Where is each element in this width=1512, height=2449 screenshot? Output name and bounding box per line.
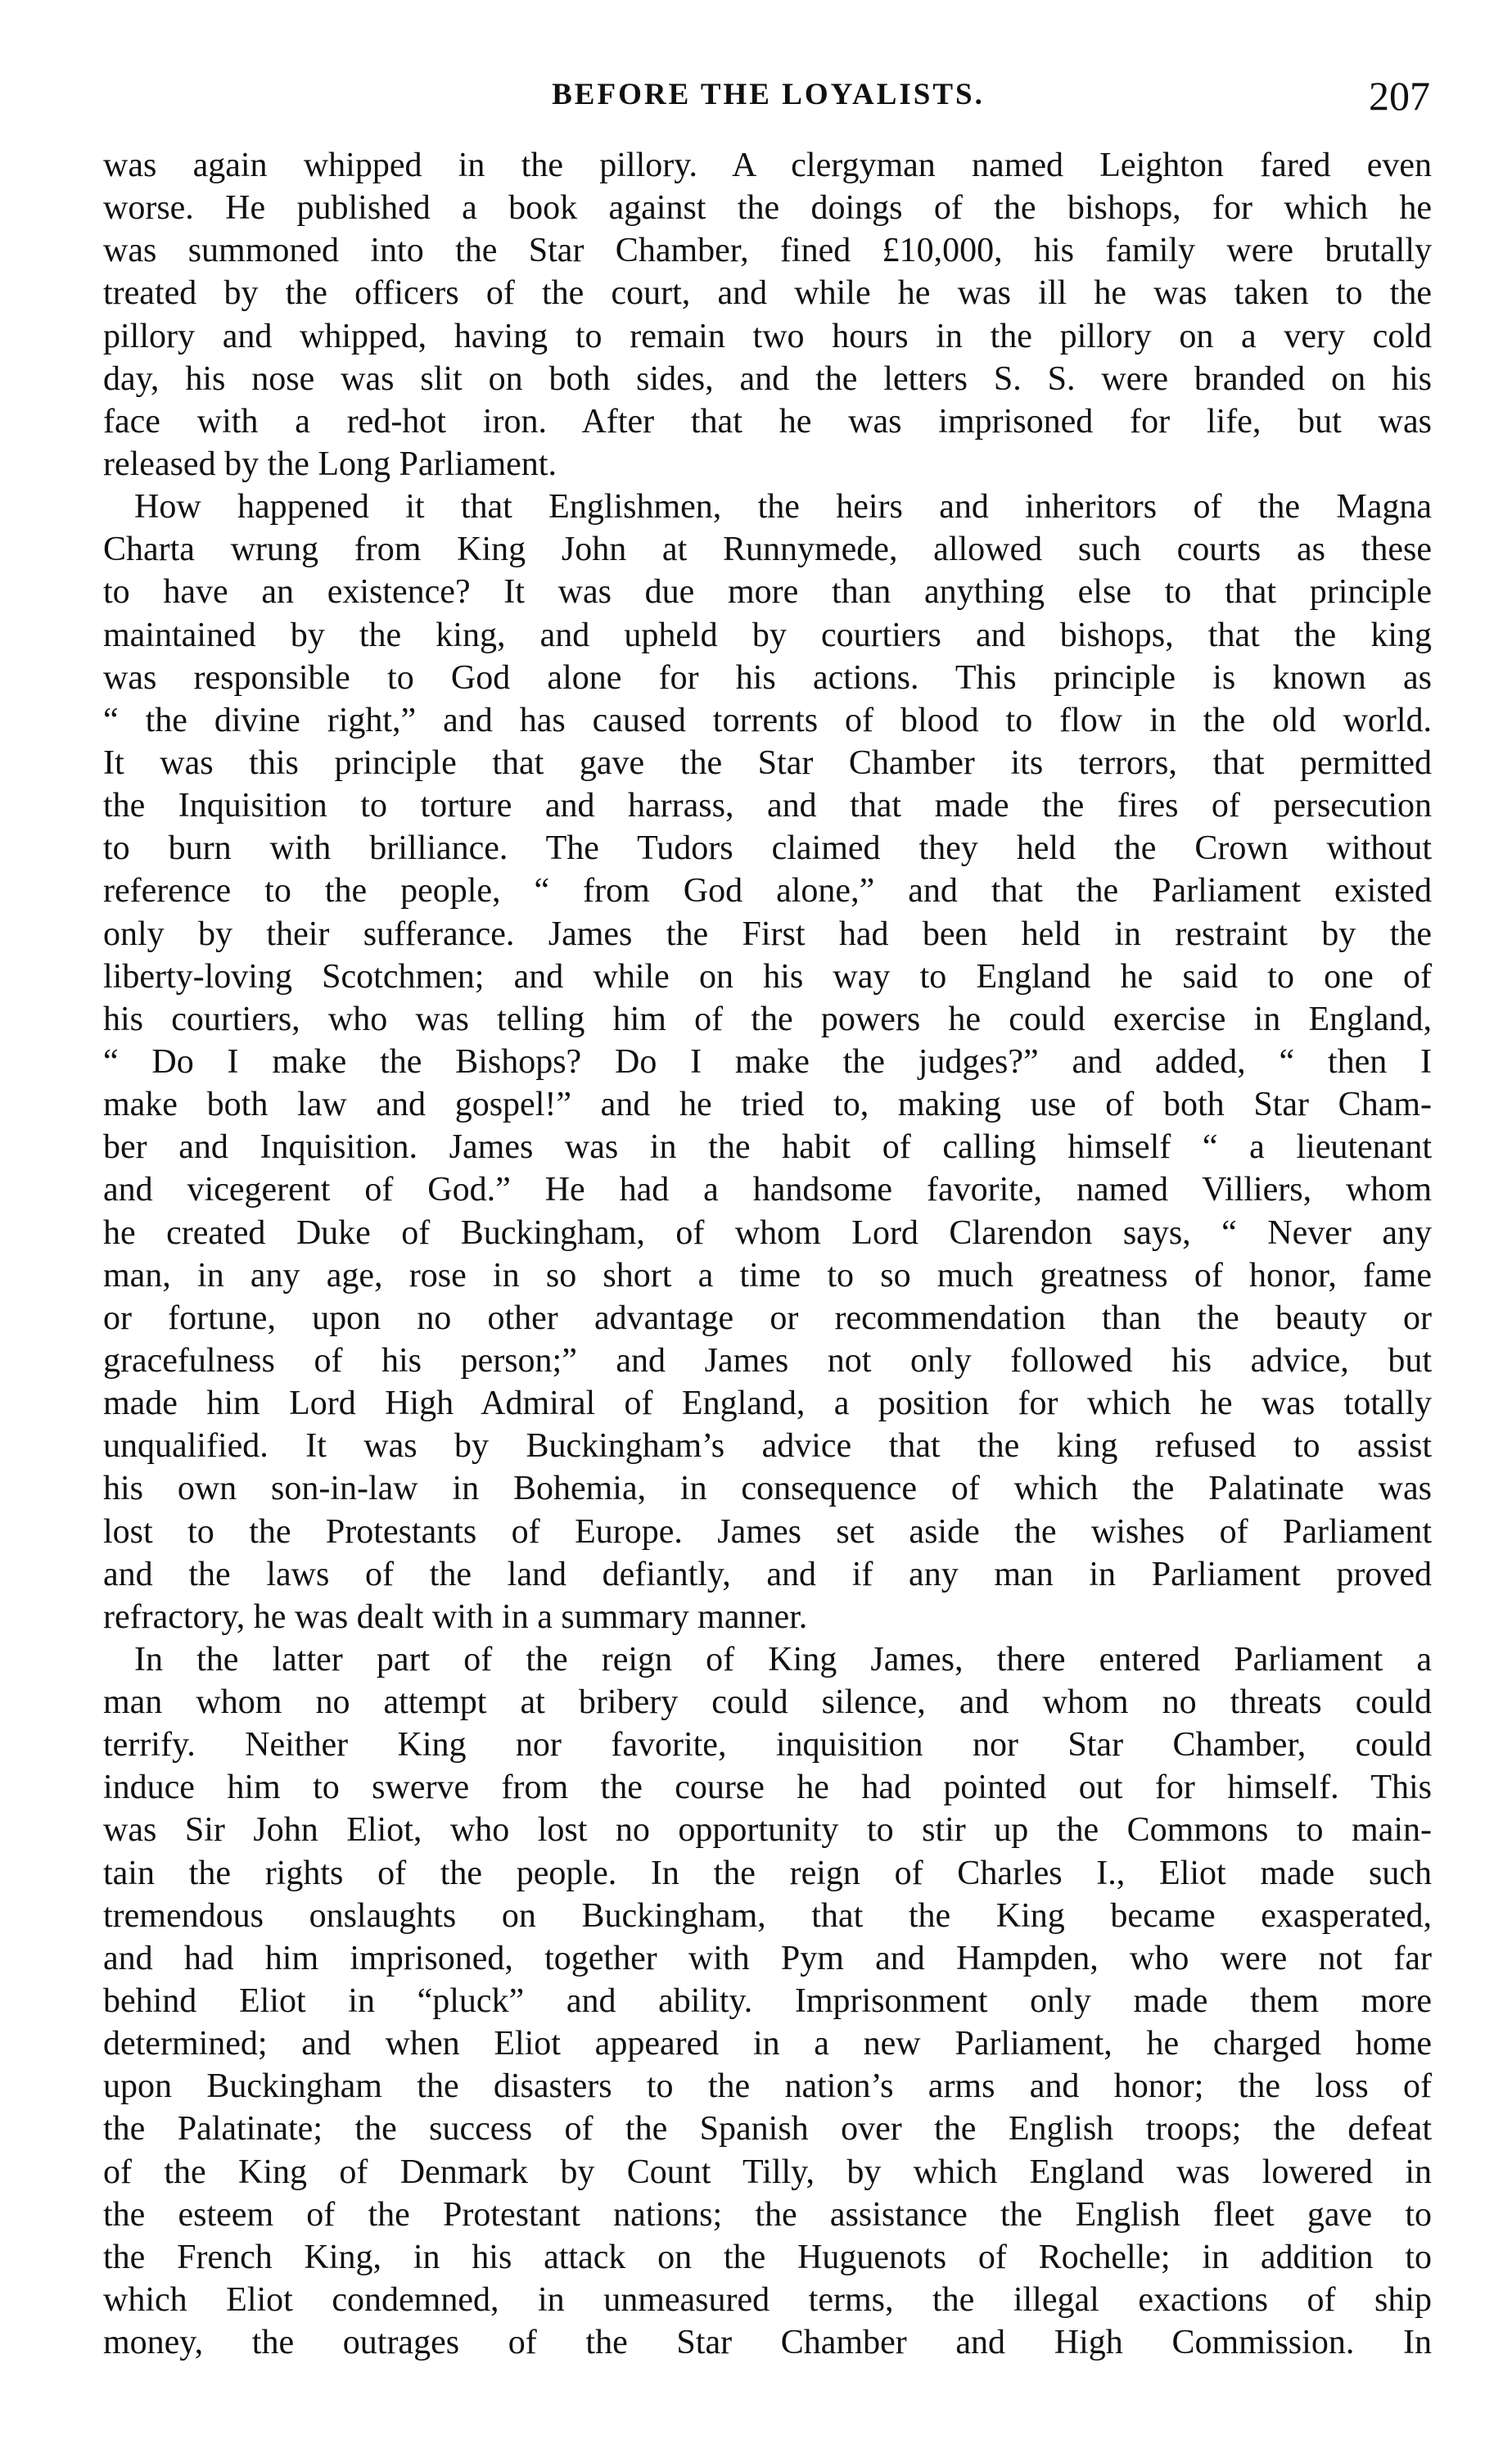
text-line: tain the rights of the people. In the reign of Charles I., Eliot made such	[103, 1854, 1432, 1892]
text-line: man, in any age, rose in so short a time to so much greatness of honor, fame	[103, 1256, 1432, 1295]
text-line: of the King of Denmark by Count Tilly, by which England was lowered in	[103, 2153, 1432, 2191]
text-line: was again whipped in the pillory. A clergyman named Leighton fared even	[103, 147, 1432, 184]
running-head: BEFORE THE LOYALISTS.	[552, 78, 985, 111]
text-line: reference to the people, “ from God alone,” and that the Parliament existed	[103, 872, 1432, 910]
text-line: face with a red-hot iron. After that he was imprisoned for life, but was	[103, 402, 1432, 441]
text-line: worse. He published a book against the doings of the bishops, for which he	[103, 189, 1432, 228]
text-line: ber and Inquisition. James was in the habit of calling himself “ a lieutenant	[103, 1128, 1432, 1167]
text-line: day, his nose was slit on both sides, and the letters S. S. were branded on his	[103, 359, 1432, 398]
text-line: was summoned into the Star Chamber, fined £10,000, his family were brutally	[103, 232, 1432, 270]
page-number: 207	[1369, 73, 1430, 119]
text-line: pillory and whipped, having to remain two hours in the pillory on a very cold	[103, 317, 1432, 355]
text-line: money, the outrages of the Star Chamber and High Commission. In	[103, 2324, 1432, 2362]
text-line: make both law and gospel!” and he tried to, making use of both Star Cham-	[103, 1086, 1432, 1124]
text-line: “ Do I make the Bishops? Do I make the judges?” and added, “ then I	[103, 1042, 1432, 1081]
body-text	[103, 144, 1432, 2364]
text-line: which Eliot condemned, in unmeasured terms, the illegal exactions of ship	[103, 2281, 1432, 2320]
text-line: or fortune, upon no other advantage or recommendation than the beauty or	[103, 1299, 1432, 1337]
text-line: behind Eliot in “pluck” and ability. Imprisonment only made them more	[103, 1982, 1432, 2021]
text-line: was responsible to God alone for his actions. This principle is known as	[103, 658, 1432, 697]
text-line: liberty-loving Scotchmen; and while on his way to England he said to one of	[103, 957, 1432, 996]
text-line: How happened it that Englishmen, the heirs and inheritors of the Magna	[134, 488, 1432, 526]
text-line: the Inquisition to torture and harrass, and that made the fires of persecution	[103, 787, 1432, 825]
text-line: the French King, in his attack on the Huguenots of Rochelle; in addition to	[103, 2238, 1432, 2276]
text-line: terrify. Neither King nor favorite, inquisition nor Star Chamber, could	[103, 1726, 1432, 1764]
page-header	[106, 72, 1430, 138]
text-line: to have an existence? It was due more than anything else to that principle	[103, 573, 1432, 612]
text-line: and had him imprisoned, together with Pym and Hampden, who were not far	[103, 1939, 1432, 1977]
text-line: tremendous onslaughts on Buckingham, that the King became exasperated,	[103, 1896, 1432, 1935]
text-line: In the latter part of the reign of King James, there entered Parliament a	[134, 1640, 1432, 1679]
text-line: gracefulness of his person;” and James not only followed his advice, but	[103, 1341, 1432, 1380]
text-line: Charta wrung from King John at Runnymede, allowed such courts as these	[103, 531, 1432, 569]
text-line: released by the Long Parliament.	[103, 445, 557, 483]
text-line: and vicegerent of God.” He had a handsome favorite, named Villiers, whom	[103, 1171, 1432, 1209]
text-line: and the laws of the land defiantly, and if any man in Parliament proved	[103, 1555, 1432, 1593]
text-line: his courtiers, who was telling him of the powers he could exercise in England,	[103, 1000, 1432, 1038]
text-line: induce him to swerve from the course he had pointed out for himself. This	[103, 1769, 1432, 1807]
text-line: made him Lord High Admiral of England, a position for which he was totally	[103, 1385, 1432, 1423]
text-line: to burn with brilliance. The Tudors claimed they held the Crown without	[103, 829, 1432, 868]
text-line: he created Duke of Buckingham, of whom Lord Clarendon says, “ Never any	[103, 1213, 1432, 1252]
text-line: was Sir John Eliot, who lost no opportunity to stir up the Commons to main-	[103, 1811, 1432, 1850]
text-line: upon Buckingham the disasters to the nation’s arms and honor; the loss of	[103, 2067, 1432, 2106]
text-line: lost to the Protestants of Europe. James set aside the wishes of Parliament	[103, 1512, 1432, 1551]
text-line: determined; and when Eliot appeared in a new Parliament, he charged home	[103, 2025, 1432, 2063]
text-line: refractory, he was dealt with in a summary manner.	[103, 1597, 808, 1636]
text-line: his own son-in-law in Bohemia, in consequence of which the Palatinate was	[103, 1470, 1432, 1508]
text-line: man whom no attempt at bribery could silence, and whom no threats could	[103, 1683, 1432, 1722]
text-line: only by their sufferance. James the First had been held in restraint by the	[103, 915, 1432, 953]
text-line: unqualified. It was by Buckingham’s advice that the king refused to assist	[103, 1427, 1432, 1466]
text-line: the Palatinate; the success of the Spanish over the English troops; the defeat	[103, 2110, 1432, 2149]
text-line: the esteem of the Protestant nations; the assistance the English fleet gave to	[103, 2195, 1432, 2234]
text-line: maintained by the king, and upheld by courtiers and bishops, that the king	[103, 616, 1432, 654]
text-line: It was this principle that gave the Star Chamber its terrors, that permitted	[103, 743, 1432, 782]
text-line: “ the divine right,” and has caused torrents of blood to flow in the old world.	[103, 701, 1432, 739]
text-line: treated by the officers of the court, and while he was ill he was taken to the	[103, 274, 1432, 313]
